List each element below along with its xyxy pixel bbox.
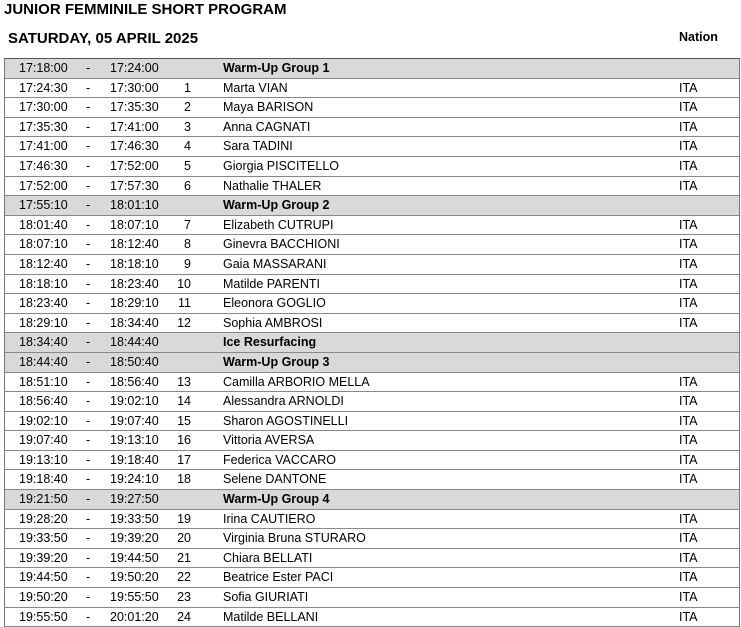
nation-code: ITA — [679, 413, 698, 428]
schedule-row — [5, 588, 739, 608]
skater-name: Sofia GIURIATI — [223, 590, 309, 605]
end-time: 18:01:10 — [110, 198, 159, 213]
start-time: 19:44:50 — [19, 570, 68, 585]
nation-column-header: Nation — [679, 30, 718, 44]
skater-name: Anna CAGNATI — [223, 119, 311, 134]
start-number: 21 — [177, 550, 191, 565]
end-time: 19:02:10 — [110, 394, 159, 409]
time-separator: - — [86, 335, 91, 350]
nation-code: ITA — [679, 80, 698, 95]
start-time: 19:21:50 — [19, 492, 68, 507]
start-number: 1 — [184, 80, 191, 95]
start-time: 17:30:00 — [19, 100, 68, 115]
time-separator: - — [86, 119, 91, 134]
start-time: 17:52:00 — [19, 178, 68, 193]
nation-code: ITA — [679, 178, 698, 193]
end-time: 17:35:30 — [110, 100, 159, 115]
start-time: 19:02:10 — [19, 413, 68, 428]
nation-code: ITA — [679, 100, 698, 115]
end-time: 19:13:10 — [110, 433, 159, 448]
skater-name: Alessandra ARNOLDI — [223, 394, 344, 409]
start-number: 20 — [177, 531, 191, 546]
start-time: 19:39:20 — [19, 550, 68, 565]
group-label: Warm-Up Group 4 — [223, 492, 330, 507]
end-time: 18:44:40 — [110, 335, 159, 350]
page-title: JUNIOR FEMMINILE SHORT PROGRAM — [4, 1, 287, 18]
skater-name: Sophia AMBROSI — [223, 315, 323, 330]
end-time: 19:55:50 — [110, 590, 159, 605]
skater-name: Ginevra BACCHIONI — [223, 237, 340, 252]
start-time: 18:01:40 — [19, 217, 68, 232]
nation-code: ITA — [679, 433, 698, 448]
skater-name: Eleonora GOGLIO — [223, 296, 326, 311]
time-separator: - — [86, 80, 91, 95]
skater-name: Federica VACCARO — [223, 452, 336, 467]
end-time: 19:33:50 — [110, 511, 159, 526]
nation-code: ITA — [679, 374, 698, 389]
nation-code: ITA — [679, 452, 698, 467]
time-separator: - — [86, 178, 91, 193]
schedule-row — [5, 157, 739, 177]
schedule-row — [5, 275, 739, 295]
skater-name: Matilde PARENTI — [223, 276, 321, 291]
time-separator: - — [86, 296, 91, 311]
time-separator: - — [86, 570, 91, 585]
time-separator: - — [86, 315, 91, 330]
schedule-group-row — [5, 353, 739, 373]
start-number: 17 — [177, 452, 191, 467]
start-time: 18:23:40 — [19, 296, 68, 311]
start-number: 15 — [177, 413, 191, 428]
schedule-row — [5, 412, 739, 432]
end-time: 18:18:10 — [110, 256, 159, 271]
skater-name: Marta VIAN — [223, 80, 288, 95]
end-time: 19:18:40 — [110, 452, 159, 467]
schedule-row — [5, 79, 739, 99]
start-number: 23 — [177, 590, 191, 605]
schedule-table — [4, 58, 740, 627]
schedule-row — [5, 510, 739, 530]
end-time: 18:12:40 — [110, 237, 159, 252]
nation-code: ITA — [679, 590, 698, 605]
time-separator: - — [86, 433, 91, 448]
schedule-row — [5, 137, 739, 157]
end-time: 18:07:10 — [110, 217, 159, 232]
start-number: 11 — [178, 296, 191, 311]
start-time: 18:07:10 — [19, 237, 68, 252]
schedule-row — [5, 235, 739, 255]
end-time: 19:07:40 — [110, 413, 159, 428]
nation-code: ITA — [679, 531, 698, 546]
start-number: 3 — [184, 119, 191, 134]
schedule-row — [5, 314, 739, 334]
time-separator: - — [86, 452, 91, 467]
start-number: 7 — [184, 217, 191, 232]
end-time: 18:23:40 — [110, 276, 159, 291]
start-time: 19:13:10 — [19, 452, 68, 467]
start-number: 9 — [184, 256, 191, 271]
time-separator: - — [86, 394, 91, 409]
time-separator: - — [86, 100, 91, 115]
schedule-row — [5, 608, 739, 627]
nation-code: ITA — [679, 550, 698, 565]
start-time: 17:41:00 — [19, 139, 68, 154]
skater-name: Sharon AGOSTINELLI — [223, 413, 349, 428]
time-separator: - — [86, 374, 91, 389]
start-time: 17:24:30 — [19, 80, 68, 95]
end-time: 17:57:30 — [110, 178, 159, 193]
start-time: 17:55:10 — [19, 198, 68, 213]
end-time: 18:29:10 — [110, 296, 159, 311]
schedule-row — [5, 98, 739, 118]
time-separator: - — [86, 256, 91, 271]
nation-code: ITA — [679, 139, 698, 154]
start-time: 18:51:10 — [19, 374, 68, 389]
start-time: 19:28:20 — [19, 511, 68, 526]
time-separator: - — [86, 492, 91, 507]
schedule-row — [5, 431, 739, 451]
start-time: 18:34:40 — [19, 335, 68, 350]
time-separator: - — [86, 158, 91, 173]
nation-code: ITA — [679, 158, 698, 173]
start-number: 2 — [184, 100, 191, 115]
nation-code: ITA — [679, 119, 698, 134]
time-separator: - — [86, 276, 91, 291]
start-number: 12 — [177, 315, 191, 330]
start-number: 8 — [184, 237, 191, 252]
group-label: Warm-Up Group 2 — [223, 198, 330, 213]
group-label: Warm-Up Group 3 — [223, 354, 330, 369]
start-number: 10 — [177, 276, 191, 291]
time-separator: - — [86, 198, 91, 213]
start-number: 24 — [177, 609, 191, 624]
end-time: 18:56:40 — [110, 374, 159, 389]
end-time: 17:24:00 — [110, 61, 159, 75]
start-number: 13 — [177, 374, 191, 389]
skater-name: Matilde BELLANI — [223, 609, 319, 624]
time-separator: - — [86, 413, 91, 428]
schedule-group-row — [5, 59, 739, 79]
end-time: 17:52:00 — [110, 158, 159, 173]
schedule-row — [5, 392, 739, 412]
skater-name: Camilla ARBORIO MELLA — [223, 374, 370, 389]
schedule-row — [5, 470, 739, 490]
end-time: 17:41:00 — [110, 119, 159, 134]
end-time: 19:27:50 — [110, 492, 159, 507]
start-time: 19:07:40 — [19, 433, 68, 448]
schedule-row — [5, 118, 739, 138]
start-number: 18 — [177, 472, 191, 487]
time-separator: - — [86, 590, 91, 605]
start-time: 17:46:30 — [19, 158, 68, 173]
skater-name: Beatrice Ester PACI — [223, 570, 334, 585]
start-time: 18:29:10 — [19, 315, 68, 330]
nation-code: ITA — [679, 315, 698, 330]
end-time: 19:44:50 — [110, 550, 159, 565]
skater-name: Vittoria AVERSA — [223, 433, 315, 448]
start-time: 17:35:30 — [19, 119, 68, 134]
schedule-row — [5, 294, 739, 314]
start-time: 19:33:50 — [19, 531, 68, 546]
time-separator: - — [86, 511, 91, 526]
nation-code: ITA — [679, 570, 698, 585]
end-time: 18:34:40 — [110, 315, 159, 330]
time-separator: - — [86, 550, 91, 565]
start-time: 19:50:20 — [19, 590, 68, 605]
schedule-group-row — [5, 196, 739, 216]
skater-name: Nathalie THALER — [223, 178, 322, 193]
end-time: 19:24:10 — [110, 472, 159, 487]
start-number: 5 — [184, 158, 191, 173]
start-number: 14 — [177, 394, 191, 409]
end-time: 17:46:30 — [110, 139, 159, 154]
nation-code: ITA — [679, 217, 698, 232]
nation-code: ITA — [679, 511, 698, 526]
start-number: 16 — [177, 433, 191, 448]
start-number: 22 — [177, 570, 191, 585]
nation-code: ITA — [679, 256, 698, 271]
end-time: 18:50:40 — [110, 354, 159, 369]
end-time: 19:39:20 — [110, 531, 159, 546]
time-separator: - — [86, 609, 91, 624]
skater-name: Maya BARISON — [223, 100, 314, 115]
schedule-row — [5, 568, 739, 588]
time-separator: - — [86, 472, 91, 487]
nation-code: ITA — [679, 296, 698, 311]
time-separator: - — [86, 354, 91, 369]
start-time: 19:55:50 — [19, 609, 68, 624]
start-time: 17:18:00 — [19, 61, 68, 75]
schedule-group-row — [5, 333, 739, 353]
time-separator: - — [86, 237, 91, 252]
schedule-row — [5, 451, 739, 471]
end-time: 19:50:20 — [110, 570, 159, 585]
end-time: 17:30:00 — [110, 80, 159, 95]
time-separator: - — [86, 139, 91, 154]
skater-name: Chiara BELLATI — [223, 550, 313, 565]
start-time: 19:18:40 — [19, 472, 68, 487]
event-date: SATURDAY, 05 APRIL 2025 — [8, 30, 199, 47]
schedule-row — [5, 549, 739, 569]
start-number: 4 — [184, 139, 191, 154]
start-number: 6 — [184, 178, 191, 193]
skater-name: Irina CAUTIERO — [223, 511, 316, 526]
time-separator: - — [86, 531, 91, 546]
time-separator: - — [86, 61, 91, 75]
skater-name: Elizabeth CUTRUPI — [223, 217, 334, 232]
nation-code: ITA — [679, 609, 698, 624]
group-label: Ice Resurfacing — [223, 335, 317, 350]
schedule-row — [5, 529, 739, 549]
start-number: 19 — [177, 511, 191, 526]
start-time: 18:12:40 — [19, 256, 68, 271]
end-time: 20:01:20 — [110, 609, 159, 624]
group-label: Warm-Up Group 1 — [223, 61, 330, 75]
skater-name: Selene DANTONE — [223, 472, 327, 487]
nation-code: ITA — [679, 394, 698, 409]
schedule-row — [5, 177, 739, 197]
start-time: 18:18:10 — [19, 276, 68, 291]
start-time: 18:44:40 — [19, 354, 68, 369]
skater-name: Gaia MASSARANI — [223, 256, 327, 271]
skater-name: Sara TADINI — [223, 139, 293, 154]
time-separator: - — [86, 217, 91, 232]
nation-code: ITA — [679, 237, 698, 252]
nation-code: ITA — [679, 276, 698, 291]
schedule-group-row — [5, 490, 739, 510]
skater-name: Virginia Bruna STURARO — [223, 531, 366, 546]
nation-code: ITA — [679, 472, 698, 487]
schedule-row — [5, 216, 739, 236]
start-time: 18:56:40 — [19, 394, 68, 409]
schedule-row — [5, 255, 739, 275]
schedule-row — [5, 373, 739, 393]
skater-name: Giorgia PISCITELLO — [223, 158, 340, 173]
